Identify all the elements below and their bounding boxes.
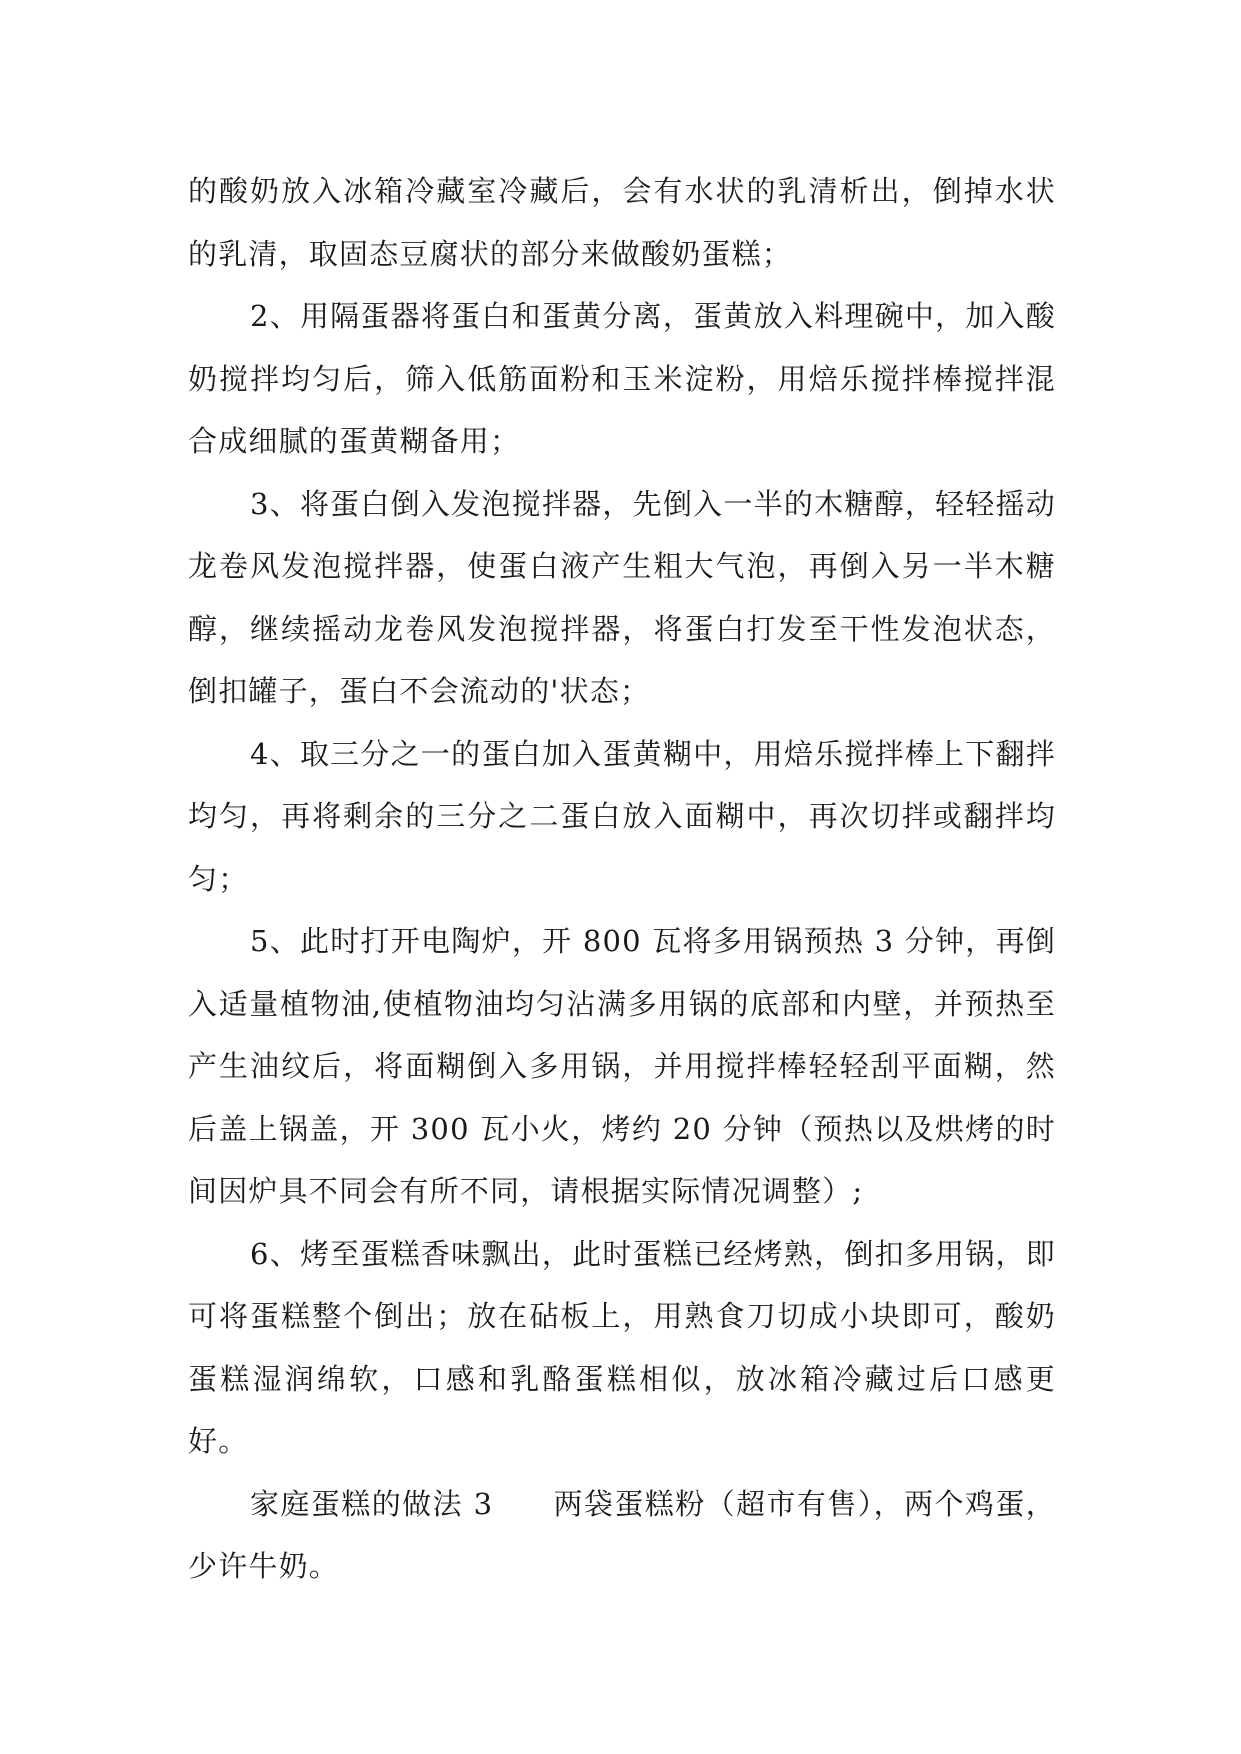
paragraph-step-4: 4、取三分之一的蛋白加入蛋黄糊中，用焙乐搅拌棒上下翻拌均匀，再将剩余的三分之二蛋白放入面糊中，再次切拌或翻拌均匀； — [188, 736, 1056, 896]
document-body — [188, 160, 1056, 1598]
paragraph-yogurt-prep: 的酸奶放入冰箱冷藏室冷藏后，会有水状的乳清析出，倒掉水状的乳清，取固态豆腐状的部分来做酸奶蛋糕； — [188, 174, 1056, 271]
section-heading: 家庭蛋糕的做法 3 — [250, 1486, 494, 1521]
paragraph-step-5: 5、此时打开电陶炉，开 800 瓦将多用锅预热 3 分钟，再倒入适量植物油,使植物油均匀沾满多用锅的底部和内壁，并预热至产生油纹后，将面糊倒入多用锅，并用搅拌棒轻轻刮平面糊，然后盖上锅盖，开 300 瓦小火，烤约 20 分钟（预热以及烘烤的时间因炉具不同会有所不同，请根据实际情况调整）; — [188, 924, 1056, 1208]
paragraph-step-6: 6、烤至蛋糕香味飘出，此时蛋糕已经烤熟，倒扣多用锅，即可将蛋糕整个倒出；放在砧板上，用熟食刀切成小块即可，酸奶蛋糕湿润绵软，口感和乳酪蛋糕相似，放冰箱冷藏过后口感更好。 — [188, 1236, 1056, 1458]
paragraph-step-2: 2、用隔蛋器将蛋白和蛋黄分离，蛋黄放入料理碗中，加入酸奶搅拌均匀后，筛入低筋面粉和玉米淀粉，用焙乐搅拌棒搅拌混合成细腻的蛋黄糊备用； — [188, 299, 1056, 458]
section-ingredients: 两袋蛋糕粉（超市有售），两个鸡蛋，少许牛奶。 — [188, 1486, 1056, 1583]
section-method-3 — [188, 1473, 1056, 1598]
paragraph-step-3: 3、将蛋白倒入发泡搅拌器，先倒入一半的木糖醇，轻轻摇动龙卷风发泡搅拌器，使蛋白液产生粗大气泡，再倒入另一半木糖醇，继续摇动龙卷风发泡搅拌器，将蛋白打发至干性发泡状态，倒扣罐子，蛋白不会流动的'状态； — [188, 486, 1056, 708]
